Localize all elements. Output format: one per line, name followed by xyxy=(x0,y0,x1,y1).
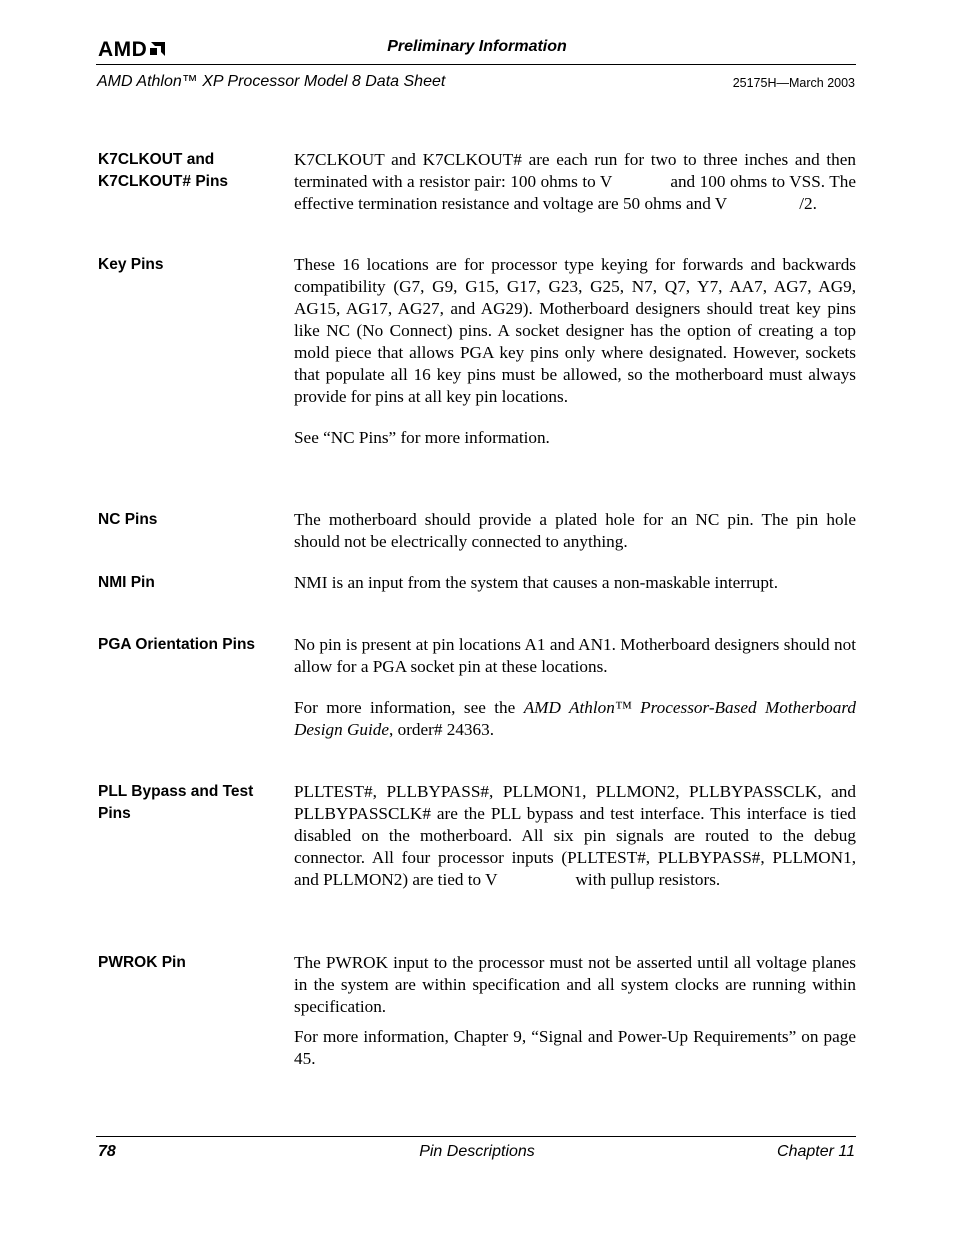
term-key-pins: Key Pins xyxy=(98,256,164,273)
desc-k7clkout xyxy=(294,149,856,215)
text-run: For more information, see the xyxy=(294,698,524,717)
term-line: PLL Bypass and Test xyxy=(98,783,254,800)
paragraph xyxy=(294,149,856,215)
guide-title: AMD Athlon™ Processor-Based Motherboard Design Guide xyxy=(294,698,857,739)
paragraph: NMI is an input from the system that causes a non-maskable interrupt. xyxy=(294,573,779,592)
text-run: and 100 ohms to VSS. The effective termination resistance and voltage are 50 ohms and V xyxy=(294,172,856,213)
desc-pwrok-pin xyxy=(294,952,856,1070)
term-line: K7CLKOUT and xyxy=(98,151,215,168)
page-number: 78 xyxy=(98,1143,116,1160)
header-rule xyxy=(96,64,856,65)
term-nc-pins: NC Pins xyxy=(98,511,158,528)
text-run: , order# 24363. xyxy=(389,720,495,739)
term-pga-orientation-pins: PGA Orientation Pins xyxy=(98,636,256,653)
desc-nc-pins xyxy=(294,509,856,553)
paragraph: These 16 locations are for processor type keying for forwards and backwards compatibility (G7, G9, G15, G17, G23, G25, N7, Q7, Y7, AA7, AG7, AG9, AG15, AG17, AG27, and AG29). Motherboard designers should treat key pins like NC (No Connect) pins. A socket designer has the option of creating a top mold piece that allows PGA key pins only where designated. However, sockets that populate all 16 key pins must be allowed, so the motherboard must always provide for pins at all key pin locations. xyxy=(294,255,856,406)
paragraph: The PWROK input to the processor must not be asserted until all voltage planes in the system are within specification and all system clocks are running within specification. xyxy=(294,953,856,1016)
desc-pga-orientation-pins xyxy=(294,634,856,741)
term-line: Pins xyxy=(98,805,131,822)
desc-key-pins xyxy=(294,254,856,449)
paragraph xyxy=(294,697,856,741)
doc-number: 25175H—March 2003 xyxy=(732,76,855,90)
term-nmi-pin: NMI Pin xyxy=(98,574,155,591)
paragraph: For more information, Chapter 9, “Signal and Power-Up Requirements” on page 45. xyxy=(294,1027,856,1068)
text-run: PLLTEST#, PLLBYPASS#, PLLMON1, PLLMON2, PLLBYPASSCLK, and PLLBYPASSCLK# are the PLL bypass and test interface. This interface is tied disabled on the motherboard. All six pin signals are routed to the debug connector. All four processor inputs (PLLTEST#, PLLBYPASS#, PLLMON1, and PLLMON2) are tied to V xyxy=(294,782,856,889)
paragraph xyxy=(294,781,856,891)
text-run: with pullup resistors. xyxy=(575,870,721,889)
footer-section: Pin Descriptions xyxy=(419,1143,535,1160)
text-run: /2. xyxy=(799,194,817,213)
logo-text: AMD xyxy=(98,38,148,61)
term-line: K7CLKOUT# Pins xyxy=(98,173,229,190)
paragraph: No pin is present at pin locations A1 and AN1. Motherboard designers should not allow for a PGA socket pin at these locations. xyxy=(294,635,856,676)
desc-pll-bypass-pins xyxy=(294,781,856,891)
term-pwrok-pin: PWROK Pin xyxy=(98,954,186,971)
paragraph: See “NC Pins” for more information. xyxy=(294,428,550,447)
doc-title: AMD Athlon™ XP Processor Model 8 Data Sheet xyxy=(97,73,446,90)
term-k7clkout xyxy=(98,149,278,193)
preliminary-label: Preliminary Information xyxy=(387,38,567,55)
footer-rule xyxy=(96,1136,856,1137)
footer-chapter: Chapter 11 xyxy=(777,1143,855,1160)
term-pll-bypass-pins xyxy=(98,781,278,825)
desc-nmi-pin xyxy=(294,572,856,594)
text-run: K7CLKOUT and K7CLKOUT# are each run for two to three inches and then terminated with a resistor pair: 100 ohms to V xyxy=(294,150,856,191)
paragraph: The motherboard should provide a plated hole for an NC pin. The pin hole should not be electrically connected to anything. xyxy=(294,510,856,551)
